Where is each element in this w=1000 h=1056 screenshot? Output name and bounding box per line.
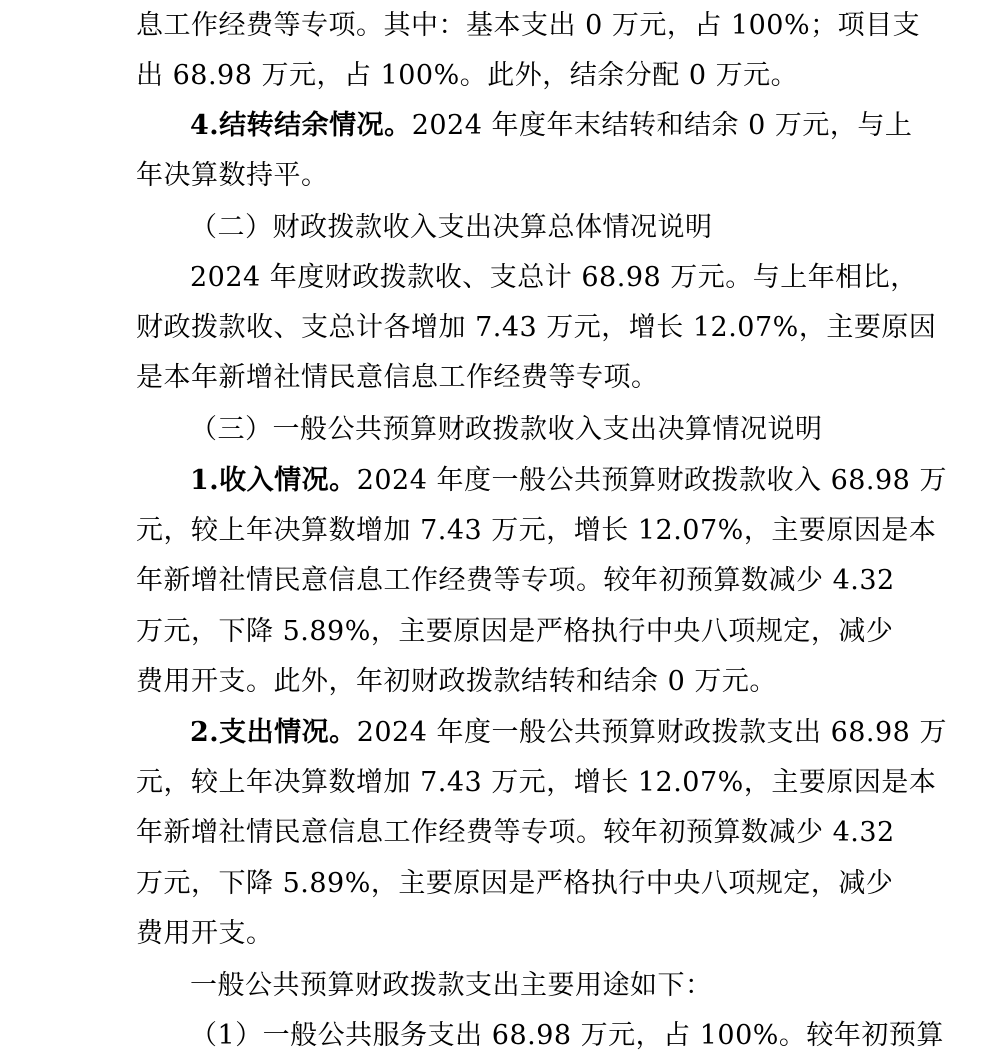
section-heading-line — [190, 713, 947, 753]
paragraph-line: 一般公共预算财政拨款支出主要用途如下： — [190, 970, 713, 1001]
section-text: 2024 年度一般公共预算财政拨款收入 68.98 万 — [356, 465, 947, 496]
paragraph-line: 是本年新增社情民意信息工作经费等专项。 — [136, 362, 659, 393]
section-heading-line — [190, 461, 947, 501]
paragraph-line: 2024 年度财政拨款收、支总计 68.98 万元。与上年相比， — [190, 262, 918, 293]
paragraph-line: 年决算数持平。 — [136, 160, 329, 191]
paragraph-line: 费用开支。 — [136, 918, 274, 949]
paragraph-line: 万元，下降 5.89%，主要原因是严格执行中央八项规定，减少 — [136, 616, 894, 647]
paragraph-line: （1）一般公共服务支出 68.98 万元，占 100%。较年初预算 — [190, 1020, 944, 1051]
paragraph-line: 出 68.98 万元，占 100%。此外，结余分配 0 万元。 — [136, 60, 799, 91]
section-heading: （三）一般公共预算财政拨款收入支出决算情况说明 — [190, 414, 823, 445]
section-text: 2024 年度一般公共预算财政拨款支出 68.98 万 — [356, 717, 947, 748]
paragraph-line: 费用开支。此外，年初财政拨款结转和结余 0 万元。 — [136, 666, 777, 697]
paragraph-line: 年新增社情民意信息工作经费等专项。较年初预算数减少 4.32 — [136, 817, 895, 848]
paragraph-line: 息工作经费等专项。其中：基本支出 0 万元，占 100%；项目支 — [136, 10, 921, 41]
paragraph-line: 元，较上年决算数增加 7.43 万元，增长 12.07%，主要原因是本 — [136, 515, 937, 546]
section-label: 2.支出情况。 — [190, 717, 357, 748]
section-heading-line — [190, 106, 913, 146]
paragraph-line: 财政拨款收、支总计各增加 7.43 万元，增长 12.07%，主要原因 — [136, 312, 937, 343]
section-label: 1.收入情况。 — [190, 465, 357, 496]
paragraph-line: 元，较上年决算数增加 7.43 万元，增长 12.07%，主要原因是本 — [136, 767, 937, 798]
section-label: 4.结转结余情况。 — [190, 110, 412, 141]
section-heading: （二）财政拨款收入支出决算总体情况说明 — [190, 212, 713, 243]
paragraph-line: 万元，下降 5.89%，主要原因是严格执行中央八项规定，减少 — [136, 868, 894, 899]
paragraph-line: 年新增社情民意信息工作经费等专项。较年初预算数减少 4.32 — [136, 565, 895, 596]
section-text: 2024 年度年末结转和结余 0 万元，与上 — [411, 110, 913, 141]
